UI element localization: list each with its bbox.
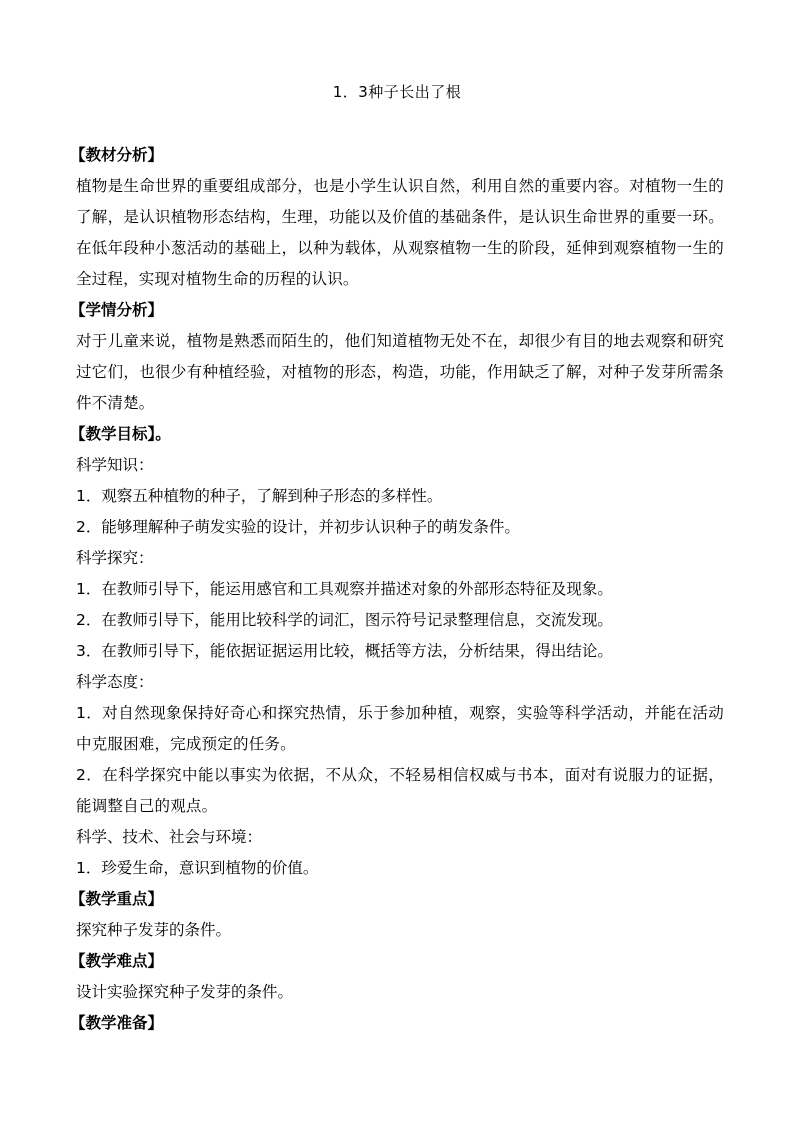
- inquiry-item: 3．在教师引导下，能依据证据运用比较，概括等方法，分析结果，得出结论。: [76, 642, 613, 660]
- material-analysis-text: 植物是生命世界的重要组成部分，也是小学生认识自然，利用自然的重要内容。对植物一生的了解，是认识植物形态结构，生理，功能以及价值的基础条件，是认识生命世界的重要一环。在低年段种小葱活动的基础上，以种为载体，从观察植物一生的阶段，延伸到观察植物一生的全过程，实现对植物生命的历程的认识。: [76, 177, 724, 288]
- difficulty-text: 设计实验探究种子发芽的条件。: [76, 983, 294, 1001]
- knowledge-label: 科学知识：: [76, 456, 154, 474]
- section-heading-key-point: 【教学重点】: [70, 890, 164, 908]
- section-heading-goals: 【教学目标】。: [70, 425, 171, 443]
- attitude-label: 科学态度：: [76, 673, 154, 691]
- inquiry-label: 科学探究：: [76, 549, 154, 567]
- stse-label: 科学、技术、社会与环境：: [76, 828, 263, 846]
- knowledge-item: 1．观察五种植物的种子，了解到种子形态的多样性。: [76, 487, 443, 505]
- inquiry-item: 2．在教师引导下，能用比较科学的词汇，图示符号记录整理信息，交流发现。: [76, 611, 613, 629]
- document-body: [70, 140, 724, 1039]
- inquiry-item: 1．在教师引导下，能运用感官和工具观察并描述对象的外部形态特征及现象。: [76, 580, 613, 598]
- attitude-item: 2．在科学探究中能以事实为依据，不从众，不轻易相信权威与书本，面对有说服力的证据，能调整自己的观点。: [76, 766, 724, 815]
- section-heading-student-analysis: 【学情分析】: [70, 301, 164, 319]
- attitude-item: 1．对自然现象保持好奇心和探究热情，乐于参加种植，观察，实验等科学活动，并能在活动中克服困难，完成预定的任务。: [76, 704, 724, 753]
- student-analysis-text: 对于儿童来说，植物是熟悉而陌生的，他们知道植物无处不在，却很少有目的地去观察和研究过它们，也很少有种植经验，对植物的形态，构造，功能，作用缺乏了解，对种子发芽所需条件不清楚。: [76, 332, 724, 412]
- section-heading-material-analysis: 【教材分析】: [70, 146, 164, 164]
- document-title: 1．3种子长出了根: [332, 83, 462, 101]
- knowledge-item: 2．能够理解种子萌发实验的设计，并初步认识种子的萌发条件。: [76, 518, 520, 536]
- stse-item: 1．珍爱生命，意识到植物的价值。: [76, 859, 319, 877]
- section-heading-preparation: 【教学准备】: [70, 1014, 164, 1032]
- key-point-text: 探究种子发芽的条件。: [76, 921, 232, 939]
- section-heading-difficulty: 【教学难点】: [70, 952, 164, 970]
